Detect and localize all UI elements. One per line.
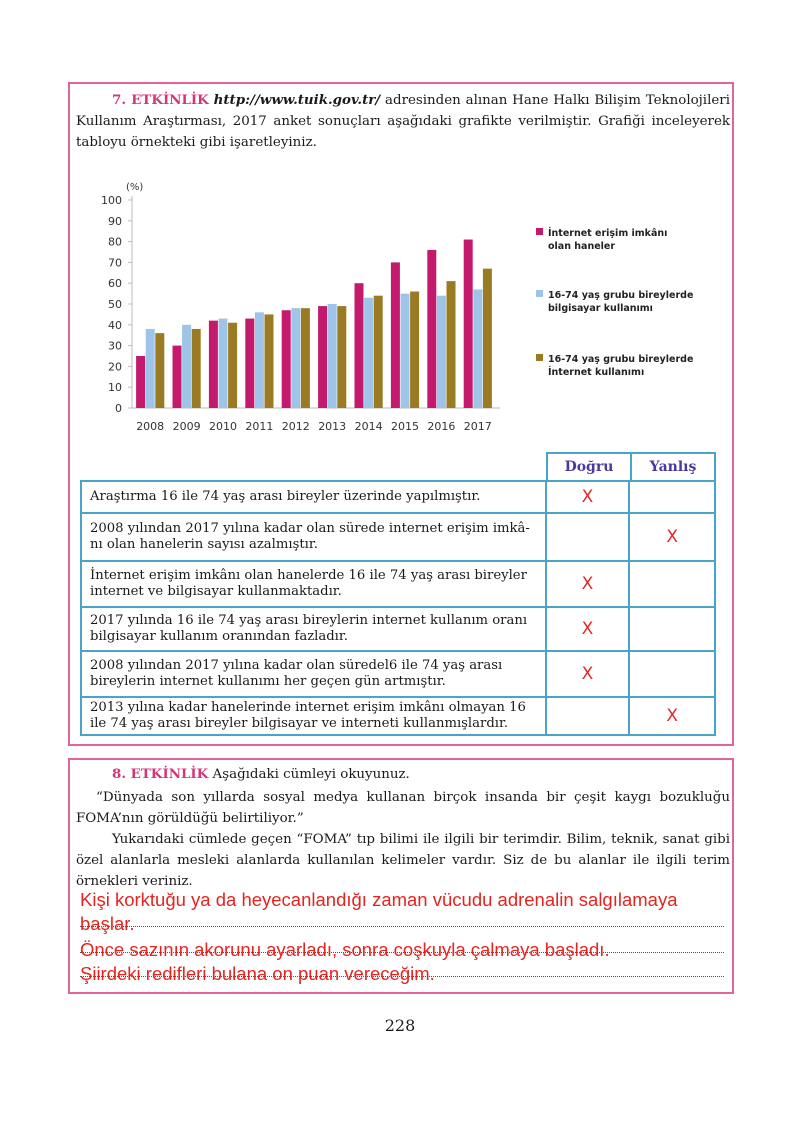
bar [410, 292, 419, 408]
false-cell[interactable] [630, 482, 714, 512]
false-cell[interactable] [630, 608, 714, 650]
bar [282, 310, 291, 408]
bar [265, 314, 274, 408]
y-tick-label: 100 [101, 194, 122, 207]
bar [182, 325, 191, 408]
x-tick-label: 2011 [245, 420, 274, 433]
true-cell[interactable] [547, 698, 631, 734]
table-row [80, 480, 716, 514]
statement-text: 2008 yılından 2017 yılına kadar olan süredel6 ile 74 yaş arası bireylerin internet kullanımı her geçen gün artmıştır. [82, 652, 547, 696]
activity-7-url: http://www.tuik.gov.tr/ [213, 92, 381, 108]
activity-7-text: adresinden alınan Hane Halkı Bilişim Teknolojileri Kullanım Araştırması, 2017 anket sonuçları aşağıdaki grafikte verilmiştir. Grafiği inceleyerek tabloyu örnekteki gibi işaretleyiniz. [76, 93, 730, 150]
header-false: Yanlış [630, 452, 716, 482]
activity-7-intro [76, 90, 730, 153]
bar [337, 306, 346, 408]
statement-text: İnternet erişim imkânı olan hanelerde 16 ile 74 yaş arası bireyler internet ve bilgisayar kullanmaktadır. [82, 562, 547, 606]
answer-4: Şiirdeki redifleri bulana on puan vereceğim. [80, 963, 435, 984]
legend-label: İnternet erişim imkânı olan haneler [548, 228, 668, 252]
y-tick-label: 0 [115, 402, 122, 415]
page-number: 228 [384, 1016, 416, 1035]
bar [136, 356, 145, 408]
statement-text: 2017 yılında 16 ile 74 yaş arası bireylerin internet kullanım oranı bilgisayar kullanım oranından fazladır. [82, 608, 547, 650]
activity-7-title: 7. ETKİNLİK [112, 92, 209, 108]
statement-text: Araştırma 16 ile 74 yaş arası bireyler üzerinde yapılmıştır. [82, 482, 547, 512]
bar [245, 319, 254, 408]
false-cell[interactable] [630, 562, 714, 606]
statement-text: 2008 yılından 2017 yılına kadar olan sürede internet erişim imkâ- nı olan hanelerin sayısı azalmıştır. [82, 514, 547, 560]
statement-text: 2013 yılına kadar hanelerinde internet erişim imkânı olmayan 16 ile 74 yaş arası bireyler bilgisayar ve interneti kullanmışlardır. [82, 698, 547, 734]
x-tick-label: 2017 [463, 420, 492, 433]
activity-8-instruction: 8. ETKİNLİK Aşağıdaki cümleyi okuyunuz. [112, 766, 410, 782]
y-tick-label: 40 [108, 318, 122, 332]
y-tick-label: 50 [108, 298, 122, 311]
legend-swatch [536, 228, 543, 235]
bar [464, 240, 473, 408]
bar [401, 294, 410, 408]
legend-label: 16-74 yaş grubu bireylerde İnternet kullanımı [548, 354, 694, 378]
bar [473, 289, 482, 408]
bar [146, 329, 155, 408]
y-tick-label: 80 [108, 235, 122, 249]
answer-3: Önce sazının akorunu ayarladı, sonra coşkuyla çalmaya başladı. [80, 939, 610, 960]
bar [255, 312, 264, 408]
bar [318, 306, 327, 408]
x-tick-label: 2008 [136, 420, 165, 433]
false-cell[interactable] [630, 652, 714, 696]
y-tick-label: 20 [108, 360, 122, 374]
x-tick-label: 2013 [318, 420, 347, 433]
true-cell[interactable]: X [547, 652, 631, 696]
table-row [80, 606, 716, 652]
y-tick-label: 30 [108, 339, 122, 353]
bar [427, 250, 436, 408]
bar [301, 308, 310, 408]
bar [192, 329, 201, 408]
table-row [80, 560, 716, 608]
true-cell[interactable]: X [547, 608, 631, 650]
legend-swatch [536, 354, 543, 361]
bar [437, 296, 446, 408]
bar [155, 333, 164, 408]
x-tick-label: 2016 [427, 420, 456, 433]
bar [209, 321, 218, 408]
answer-2: başlar. [80, 913, 135, 934]
bar [483, 269, 492, 408]
bar [364, 298, 373, 408]
bar [328, 304, 337, 408]
bar [447, 281, 456, 408]
table-row [80, 650, 716, 698]
y-axis-label: (%) [126, 182, 144, 193]
bar [391, 262, 400, 408]
table-row [80, 512, 716, 562]
y-tick-label: 70 [108, 256, 122, 270]
legend-swatch [536, 290, 543, 297]
answer-1: Kişi korktuğu ya da heyecanlandığı zaman vücudu adrenalin salgılamaya [80, 889, 678, 910]
true-cell[interactable] [547, 514, 631, 560]
true-cell[interactable]: X [547, 562, 631, 606]
bar [219, 319, 228, 408]
false-cell[interactable]: X [666, 527, 678, 547]
activity-8-text: Yukarıdaki cümlede geçen “FOMA” tıp bilimi ile ilgili bir terimdir. Bilim, teknik, sanat gibi özel alanlarla mesleki alanlarda kullanılan kelimeler vardır. Siz de bu alanlar ile ilgili terim örnekleri veriniz. [76, 832, 730, 889]
y-tick-label: 60 [108, 277, 122, 291]
bar [374, 296, 383, 408]
x-tick-label: 2014 [354, 420, 383, 433]
y-tick-label: 90 [108, 214, 122, 228]
bar [173, 346, 182, 408]
legend-label: 16-74 yaş grubu bireylerde bilgisayar kullanımı [548, 290, 694, 314]
bar-chart [90, 176, 710, 438]
activity-8-quote: “Dünyada son yıllarda sosyal medya kullanan birçok insanda bir çeşit kaygı bozukluğu FOMA’nın görüldüğü belirtiliyor.” [76, 790, 730, 826]
activity-8-title: 8. ETKİNLİK [112, 766, 209, 782]
true-cell[interactable]: X [547, 482, 631, 512]
table-row [80, 696, 716, 736]
x-tick-label: 2015 [391, 420, 419, 433]
x-tick-label: 2009 [172, 420, 201, 433]
bar [355, 283, 364, 408]
bar [228, 323, 237, 408]
header-true: Doğru [546, 452, 632, 482]
x-tick-label: 2010 [209, 420, 237, 433]
false-cell[interactable]: X [666, 706, 678, 726]
y-tick-label: 10 [108, 381, 122, 395]
bar [291, 308, 300, 408]
x-tick-label: 2012 [281, 420, 310, 433]
